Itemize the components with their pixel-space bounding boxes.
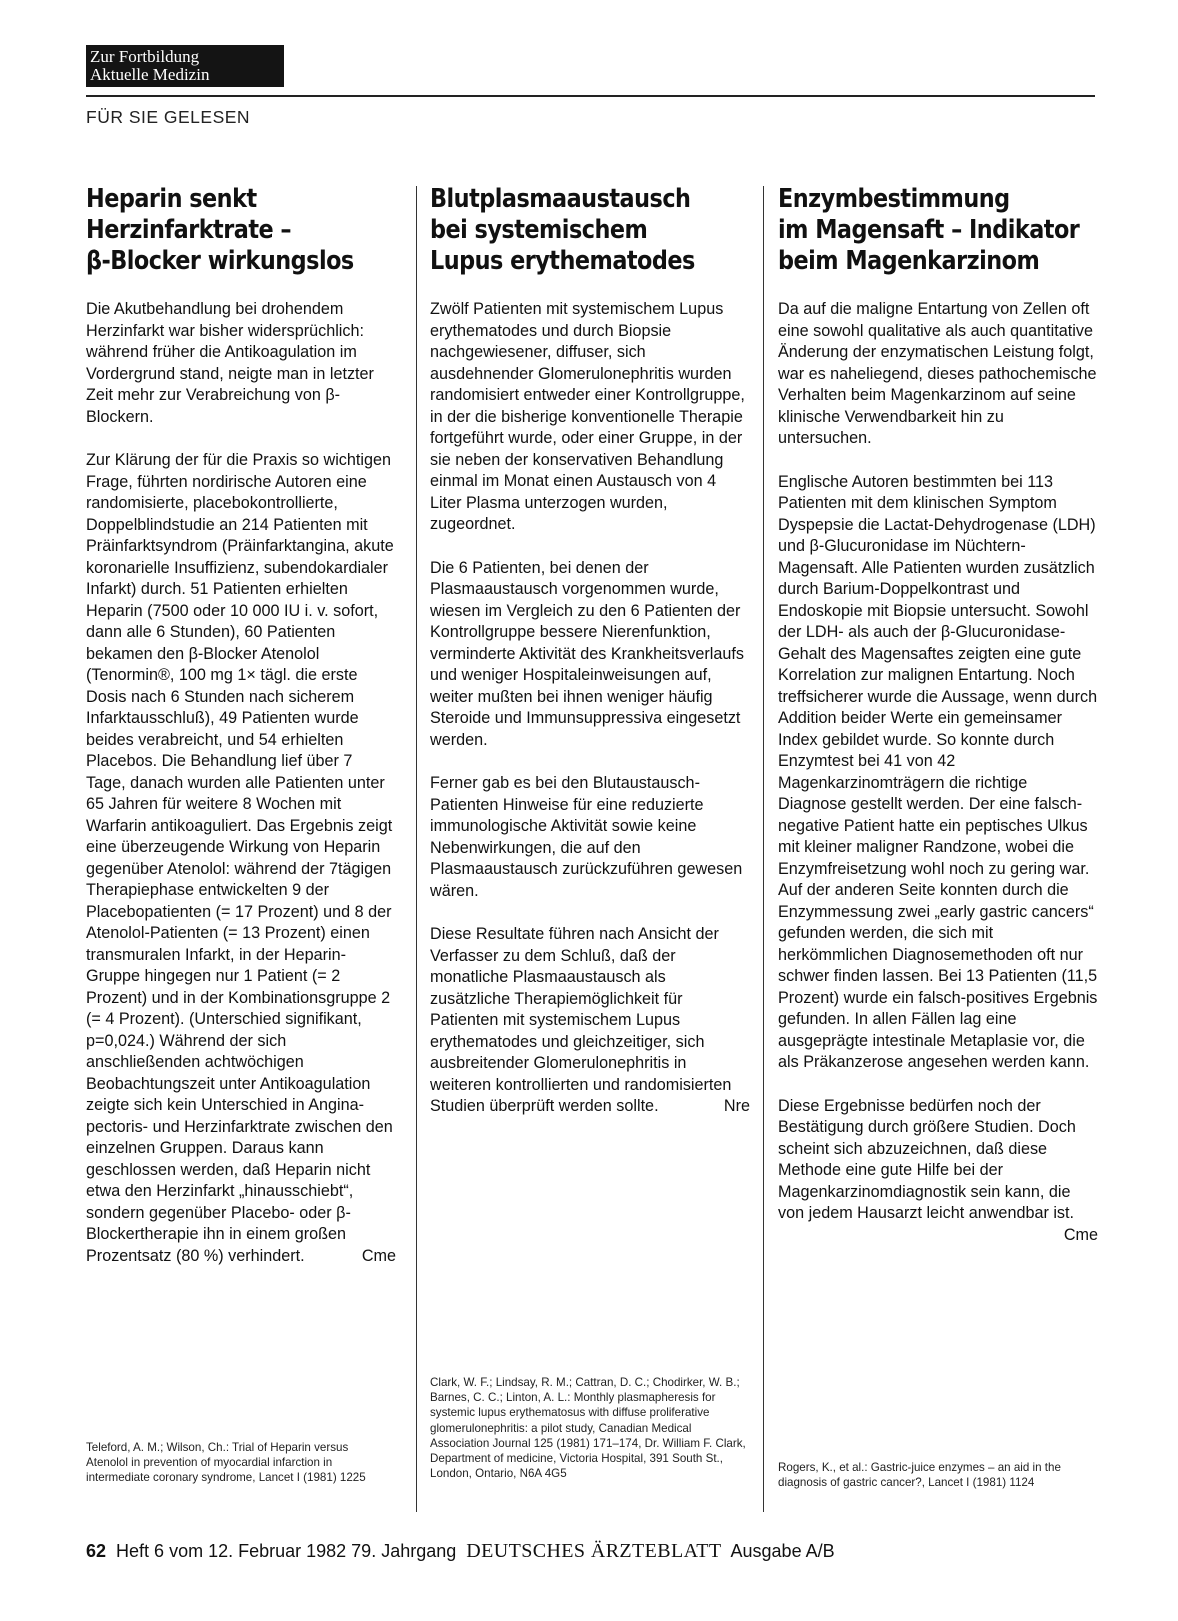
badge-line-1: Zur Fortbildung bbox=[90, 47, 200, 66]
author-signoff: Cme bbox=[1063, 1225, 1098, 1244]
section-label: FÜR SIE GELESEN bbox=[86, 107, 251, 127]
article-heparin bbox=[86, 184, 396, 1267]
article-paragraph: Diese Ergebnisse bedürfen noch der Bestätigung durch größere Studien. Doch scheint sich abzuzeichnen, daß diese Methode eine gute Hilfe bei der Magenkarzinomdiagnostik sein kann, die von jedem Hausarzt leicht anwendbar ist. Cme bbox=[778, 1096, 1098, 1225]
author-signoff: Nre bbox=[723, 1097, 750, 1115]
author-signoff: Cme bbox=[361, 1246, 396, 1265]
column-divider bbox=[763, 186, 764, 1512]
article-paragraph: Da auf die maligne Entartung von Zellen oft eine sowohl qualitative als auch quantitative Änderung der enzymatischen Leistung folgt, war es naheliegend, dieses pathochemische Verhalten beim Magenkarzinom auf seine klinische Verwendbarkeit hin zu untersuchen. bbox=[778, 300, 1097, 447]
page-number: 62 bbox=[86, 1541, 107, 1561]
article-paragraph: Ferner gab es bei den Blutaustausch-Patienten Hinweise für eine reduzierte immunologische Aktivität sowie keine Nebenwirkungen, die auf den Plasmaaustausch zurückzuführen gewesen wären. bbox=[430, 774, 743, 900]
article-paragraph: Die 6 Patienten, bei denen der Plasmaaustausch vorgenommen wurde, wiesen im Vergleich zu den 6 Patienten der Kontrollgruppe bessere Nierenfunktion, verminderte Aktivität des Krankheitsverlaufs und weniger Hospitaleinweisungen auf, weiter mußten bei ihnen weniger häufig Steroide und Immunsuppressiva eingesetzt werden. bbox=[430, 558, 744, 749]
article-plasma-exchange bbox=[430, 184, 750, 1118]
column-divider bbox=[416, 186, 417, 1512]
journal-name: DEUTSCHES ÄRZTEBLATT bbox=[466, 1540, 722, 1562]
header-rule bbox=[86, 95, 1095, 97]
article-title: Blutplasmaaustausch bei systemischem Lupus erythematodes bbox=[430, 184, 695, 276]
badge-line-2: Aktuelle Medizin bbox=[90, 65, 210, 84]
article-title: Enzymbestimmung im Magensaft – Indikator beim Magenkarzinom bbox=[778, 184, 1080, 276]
article-paragraph: Diese Resultate führen nach Ansicht der Verfasser zu dem Schluß, daß der monatliche Plasmaaustausch als zusätzliche Therapiemöglichkeit für Patienten mit systemischem Lupus erythematodes und gleichzeitiger, sich ausbreitender Glomerulonephritis in weiteren kontrollierten und randomisierten Studien überprüft werden sollte. Nre bbox=[430, 924, 750, 1118]
section-badge bbox=[86, 45, 284, 87]
issue-info: Heft 6 vom 12. Februar 1982 79. Jahrgang bbox=[116, 1541, 457, 1561]
article-paragraph: Die Akutbehandlung bei drohendem Herzinfarkt war bisher widersprüchlich: während früher die Antikoagulation im Vordergrund stand, neigte man in letzter Zeit mehr zur Verabreichung von β-Blockern. bbox=[86, 300, 374, 426]
page-footer bbox=[86, 1540, 835, 1563]
article-paragraph: Zur Klärung der für die Praxis so wichtigen Frage, führten nordirische Autoren eine randomisierte, placebokontrollierte, Doppelblindstudie an 214 Patienten mit Präinfarktsyndrom (Präinfarktangina, akute koronarielle Insuffizienz, subendokardialer Infarkt) durch. 51 Patienten erhielten Heparin (7500 oder 10 000 IU i. v. sofort, dann alle 6 Stunden), 60 Patienten bekamen den β-Blocker Atenolol (Tenormin®, 100 mg 1× tägl. die erste Dosis nach 6 Stunden nach sicherem Infarktausschluß), 49 Patienten wurde beides verabreicht, und 54 erhielten Placebos. Die Behandlung lief über 7 Tage, danach wurden alle Patienten unter 65 Jahren für weitere 8 Wochen mit Warfarin antikoaguliert. Das Ergebnis zeigt eine überzeugende Wirkung von Heparin gegenüber Atenolol: während der 7tägigen Therapiephase entwickelten 9 der Placebopatienten (= 17 Prozent) und 8 der Atenolol-Patienten (= 13 Prozent) einen transmuralen Infarkt, in der Heparin-Gruppe hingegen nur 1 Patient (= 2 Prozent) und in der Kombinationsgruppe 2 (= 4 Prozent). (Unterschied signifikant, p=0,024.) Während der sich anschließenden achtwöchigen Beobachtungszeit unter Antikoagulation zeigte sich kein Unterschied in Angina-pectoris- und Herzinfarktrate zwischen den einzelnen Gruppen. Daraus kann geschlossen werden, daß Heparin nicht etwa den Herzinfarkt „hinausschiebt“, sondern gegenüber Placebo- oder β-Blockertherapie ihn in einem großen Prozentsatz (80 %) verhindert. Cme bbox=[86, 450, 396, 1267]
article-paragraph: Englische Autoren bestimmten bei 113 Patienten mit dem klinischen Symptom Dyspepsie die Lactat-Dehydrogenase (LDH) und β-Glucuronidase im Nüchtern-Magensaft. Alle Patienten wurden zusätzlich durch Barium-Doppelkontrast und Endoskopie mit Biopsie untersucht. Sowohl der LDH- als auch der β-Glucuronidase-Gehalt des Magensaftes zeigten eine gute Korrelation zur malignen Entartung. Noch treffsicherer wurde die Aussage, wenn durch Addition beider Werte ein gemeinsamer Index gebildet wurde. So konnte durch Enzymtest bei 41 von 42 Magenkarzinomträgern die richtige Diagnose gestellt werden. Der eine falsch-negative Patient hatte ein peptisches Ulkus mit kleiner maligner Randzone, wobei die Enzymfreisetzung wohl noch zu gering war. Auf der anderen Seite konnten durch die Enzymmessung zwei „early gastric cancers“ gefunden werden, die sich mit herkömmlichen Diagnosemethoden oft nur schwer finden lassen. Bei 13 Patienten (11,5 Prozent) wurde ein falsch-positives Ergebnis gefunden. In allen Fällen lag eine ausgeprägte intestinale Metaplasie vor, die als Präkanzerose angesehen werden kann. bbox=[778, 472, 1098, 1071]
article-reference: Rogers, K., et al.: Gastric-juice enzymes – an aid in the diagnosis of gastric cancer?, Lancet I (1981) 1124 bbox=[778, 1461, 1061, 1490]
article-paragraph: Zwölf Patienten mit systemischem Lupus erythematodes und durch Biopsie nachgewiesener, diffuser, sich ausdehnender Glomerulonephritis wurden randomisiert entweder einer Kontrollgruppe, in der die bisherige konventionelle Therapie fortgeführt wurde, oder einer Gruppe, in der sie neben der konservativen Behandlung einmal im Monat einen Austausch von 4 Liter Plasma unterzogen wurden, zugeordnet. bbox=[430, 300, 745, 533]
edition-info: Ausgabe A/B bbox=[730, 1541, 835, 1561]
article-title: Heparin senkt Herzinfarktrate – β-Blocker wirkungslos bbox=[86, 184, 354, 276]
article-gastric-enzymes bbox=[778, 184, 1098, 1246]
article-reference: Teleford, A. M.; Wilson, Ch.: Trial of Heparin versus Atenolol in prevention of myocardial infarction in intermediate coronary syndrome, Lancet I (1981) 1225 bbox=[86, 1441, 366, 1485]
article-reference: Clark, W. F.; Lindsay, R. M.; Cattran, D. C.; Chodirker, W. B.; Barnes, C. C.; Linton, A. L.: Monthly plasmapheresis for systemic lupus erythematosus with diffuse proliferative glomerulonephritis: a pilot study, Canadian Medical Association Journal 125 (1981) 171–174, Dr. William F. Clark, Department of medicine, Victoria Hospital, 391 South St., London, Ontario, N6A 4G5 bbox=[430, 1376, 746, 1481]
